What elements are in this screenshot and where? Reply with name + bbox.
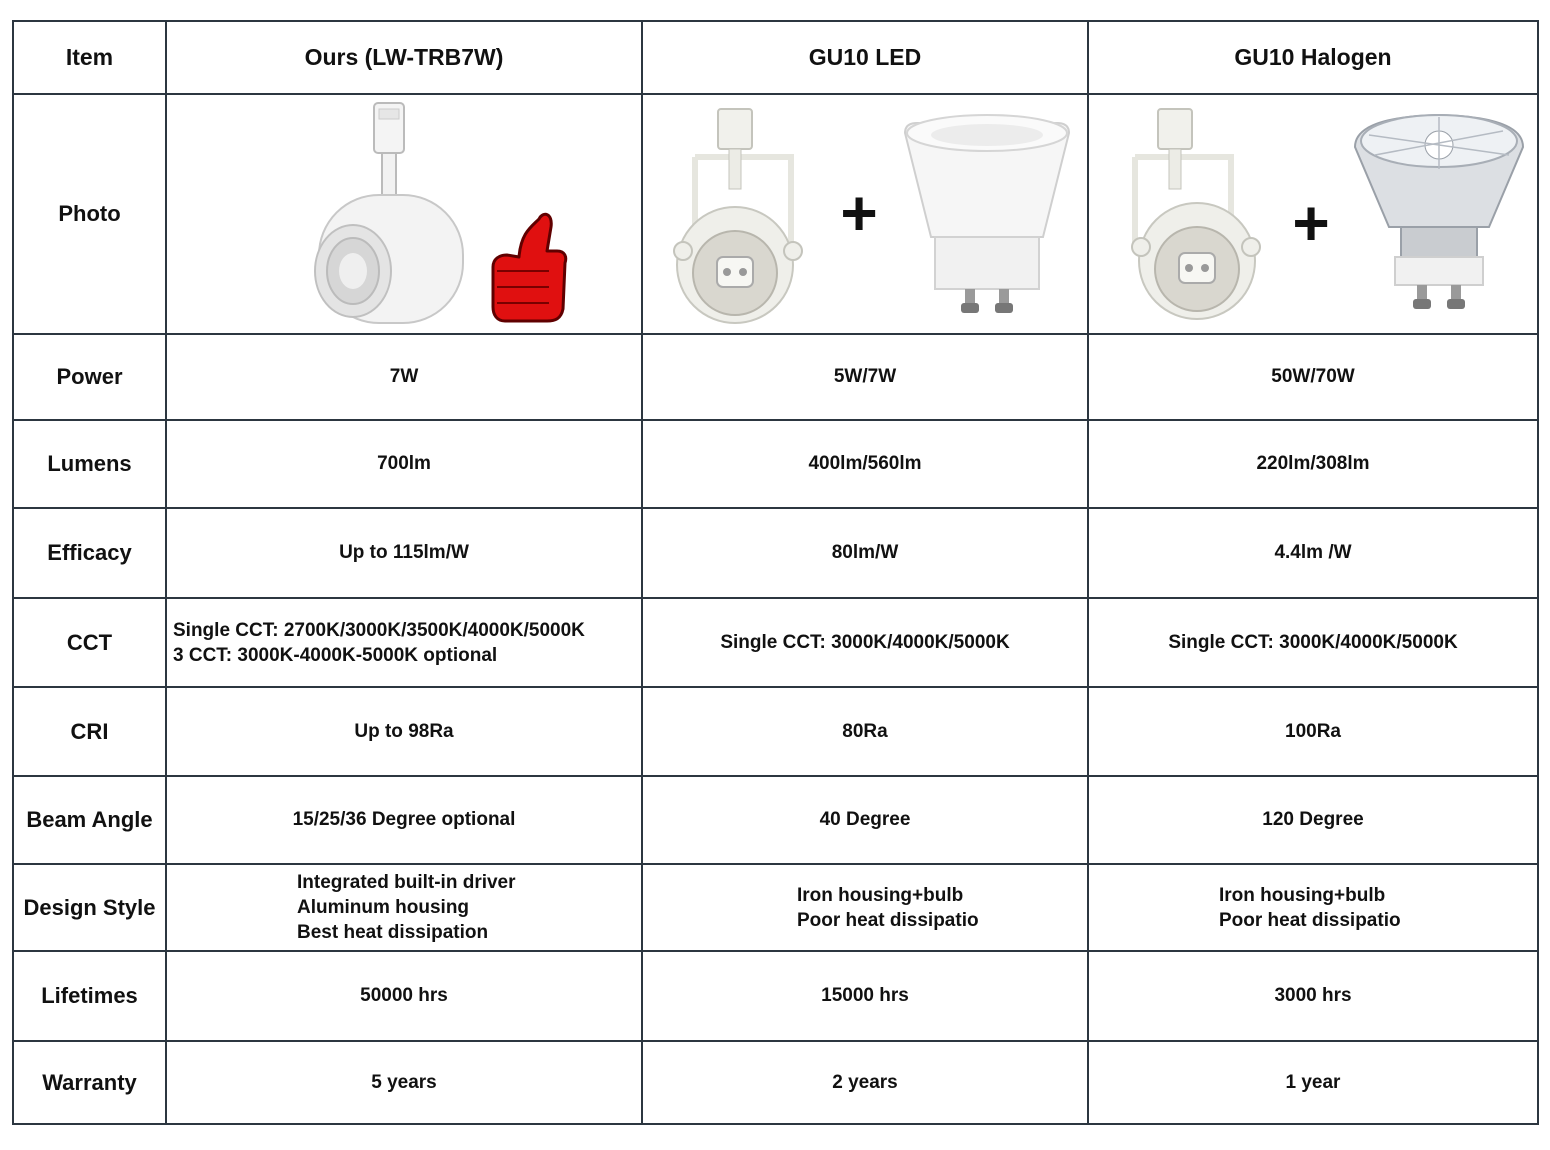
- design-ours: [166, 864, 642, 951]
- photo-label: Photo: [13, 94, 166, 334]
- track-head-icon: [674, 109, 802, 323]
- beam-led: 40 Degree: [642, 776, 1088, 864]
- warranty-led: 2 years: [642, 1041, 1088, 1124]
- lifetimes-label: Lifetimes: [13, 951, 166, 1041]
- efficacy-row: [13, 508, 1538, 598]
- cct-halogen: Single CCT: 3000K/4000K/5000K: [1088, 598, 1538, 687]
- efficacy-ours: Up to 115lm/W: [166, 508, 642, 598]
- lifetimes-ours: 50000 hrs: [166, 951, 642, 1041]
- design-led: [642, 864, 1088, 951]
- design-halogen: [1088, 864, 1538, 951]
- design-ours-line-3: Best heat dissipation: [297, 922, 489, 943]
- track-light-icon: [315, 103, 463, 323]
- lumens-label: Lumens: [13, 420, 166, 508]
- cct-ours: [166, 598, 642, 687]
- efficacy-led: 80lm/W: [642, 508, 1088, 598]
- design-ours-line-2: Aluminum housing: [297, 897, 470, 918]
- warranty-ours: 5 years: [166, 1041, 642, 1124]
- comparison-table: [12, 20, 1539, 1125]
- header-row: [13, 21, 1538, 94]
- lumens-row: [13, 420, 1538, 508]
- power-label: Power: [13, 334, 166, 420]
- cct-label: CCT: [13, 598, 166, 687]
- design-led-line-1: Iron housing+bulb: [797, 884, 964, 906]
- plus-icon: +: [840, 177, 878, 249]
- photo-gu10-halogen: [1088, 94, 1538, 334]
- track-head-icon: [1132, 109, 1260, 319]
- design-halogen-line-1: Iron housing+bulb: [1219, 884, 1386, 906]
- header-gu10-led: GU10 LED: [642, 21, 1088, 94]
- photo-gu10-led: [642, 94, 1088, 334]
- lifetimes-row: [13, 951, 1538, 1041]
- efficacy-label: Efficacy: [13, 508, 166, 598]
- power-led: 5W/7W: [642, 334, 1088, 420]
- photo-row: [13, 94, 1538, 334]
- design-led-line-2: Poor heat dissipatio: [797, 909, 979, 931]
- warranty-row: [13, 1041, 1538, 1124]
- efficacy-halogen: 4.4lm /W: [1088, 508, 1538, 598]
- lifetimes-halogen: 3000 hrs: [1088, 951, 1538, 1041]
- power-halogen: 50W/70W: [1088, 334, 1538, 420]
- photo-ours: [166, 94, 642, 334]
- cri-led: 80Ra: [642, 687, 1088, 776]
- lumens-halogen: 220lm/308lm: [1088, 420, 1538, 508]
- power-row: [13, 334, 1538, 420]
- header-item: Item: [13, 21, 166, 94]
- cct-row: [13, 598, 1538, 687]
- plus-icon: +: [1292, 187, 1330, 259]
- beam-halogen: 120 Degree: [1088, 776, 1538, 864]
- photo-halogen-art: [1089, 95, 1539, 333]
- cct-ours-line-1: Single CCT: 2700K/3000K/3500K/4000K/5000K: [173, 619, 585, 641]
- lifetimes-led: 15000 hrs: [642, 951, 1088, 1041]
- cct-ours-line-2: 3 CCT: 3000K-4000K-5000K optional: [173, 644, 498, 666]
- header-gu10-halogen: GU10 Halogen: [1088, 21, 1538, 94]
- lumens-ours: 700lm: [166, 420, 642, 508]
- design-row: [13, 864, 1538, 951]
- warranty-halogen: 1 year: [1088, 1041, 1538, 1124]
- warranty-label: Warranty: [13, 1041, 166, 1124]
- design-ours-line-1: Integrated built-in driver: [297, 872, 516, 893]
- photo-ours-art: [167, 95, 643, 333]
- photo-led-art: [643, 95, 1089, 333]
- halogen-bulb-icon: [1355, 115, 1523, 309]
- led-bulb-icon: [905, 115, 1069, 313]
- beam-label: Beam Angle: [13, 776, 166, 864]
- power-ours: 7W: [166, 334, 642, 420]
- design-label: Design Style: [13, 864, 166, 951]
- design-halogen-line-2: Poor heat dissipatio: [1219, 909, 1401, 931]
- header-ours: Ours (LW-TRB7W): [166, 21, 642, 94]
- cri-ours: Up to 98Ra: [166, 687, 642, 776]
- cri-halogen: 100Ra: [1088, 687, 1538, 776]
- thumbs-up-icon: [493, 214, 566, 321]
- lumens-led: 400lm/560lm: [642, 420, 1088, 508]
- cct-led: Single CCT: 3000K/4000K/5000K: [642, 598, 1088, 687]
- cri-row: [13, 687, 1538, 776]
- beam-row: [13, 776, 1538, 864]
- cri-label: CRI: [13, 687, 166, 776]
- beam-ours: 15/25/36 Degree optional: [166, 776, 642, 864]
